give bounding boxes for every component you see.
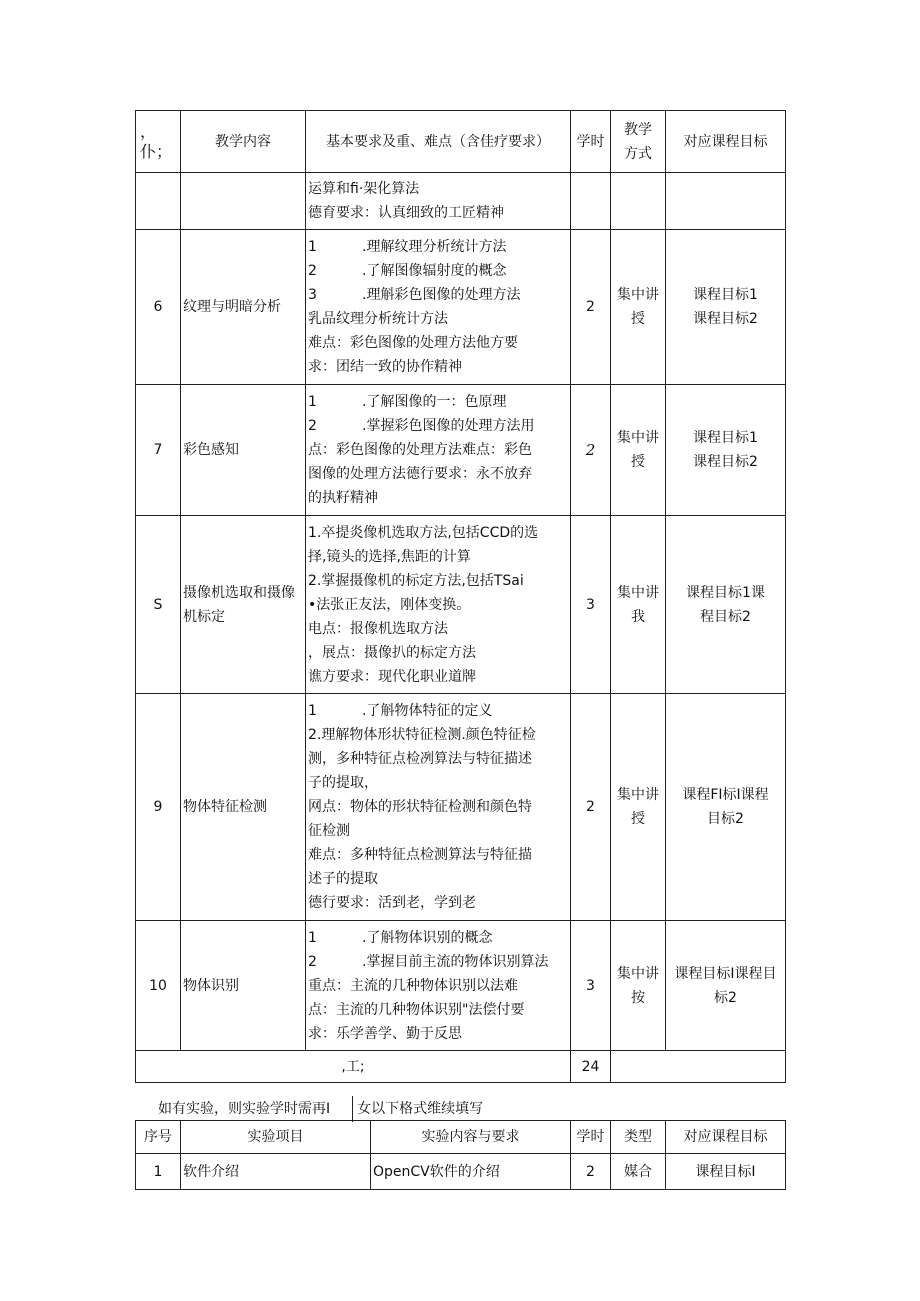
req-line: •法张正友法，刚体变换。	[308, 596, 471, 613]
exp-header-hours: 学时	[571, 1121, 611, 1154]
row-method	[611, 921, 666, 1051]
exp-content: OpenCV软件的介绍	[371, 1154, 571, 1190]
requirements-cell	[306, 694, 571, 921]
exp-no: 1	[136, 1154, 181, 1190]
requirements-cell	[306, 921, 571, 1051]
row-method	[611, 694, 666, 921]
goal-line: 课程目标I课程目	[674, 965, 777, 982]
course-content-table	[135, 110, 786, 1083]
method-line: 按	[631, 989, 645, 1006]
cell-empty	[181, 173, 306, 230]
experiment-table	[135, 1120, 786, 1190]
req-line: 点：主流的几种物体识别"法偿付要	[308, 1001, 525, 1018]
req-line: 2 .掌握彩色图像的处理方法用	[308, 418, 535, 434]
goal-line: 课程目标2	[693, 311, 758, 327]
experiment-note	[158, 1096, 483, 1122]
req-line: 1.卒提炎像机选取方法,包括CCD的选	[308, 524, 539, 541]
req-line: 德行要求：活到老，学到老	[308, 895, 476, 911]
exp-header-item: 实验项目	[181, 1121, 371, 1154]
row-number: 7	[136, 385, 181, 516]
row-hours: 3	[571, 516, 611, 694]
table-row	[136, 385, 786, 516]
row-number: 9	[136, 694, 181, 921]
req-line: 3 .理斛彩色图像的处理方法	[308, 287, 521, 303]
header-index-line2: 仆；	[140, 141, 173, 161]
req-line: 求：乐学善学、勤于反思	[308, 1025, 462, 1042]
exp-header-row	[136, 1121, 786, 1154]
method-line: 我	[631, 608, 645, 625]
exp-header-content: 实验内容与要求	[371, 1121, 571, 1154]
row-topic: 物体识别	[181, 921, 306, 1051]
req-line: 择,镜头的选择,焦距的计算	[308, 548, 471, 565]
exp-goal: 课程目标I	[666, 1154, 786, 1190]
cell-empty	[666, 173, 786, 230]
req-line: 的执籽精神	[308, 490, 378, 506]
row-goals	[666, 516, 786, 694]
method-line: 授	[631, 811, 645, 827]
goal-line: 课程FI标I课程	[682, 787, 769, 803]
row-hours: 2	[571, 694, 611, 921]
row-method	[611, 385, 666, 516]
req-line: 电点：报像机选取方法	[308, 620, 448, 637]
exp-row	[136, 1154, 786, 1190]
method-line: 授	[631, 311, 645, 327]
req-line: 测，多种特征点检冽算法与特征描述	[308, 751, 532, 767]
total-label: ,工;	[136, 1051, 571, 1083]
method-line: 集中讲	[617, 430, 659, 446]
table-row	[136, 921, 786, 1051]
req-line: 运算和fi·架化算法	[308, 181, 420, 197]
row-topic	[181, 516, 306, 694]
req-line: 求：团结一致的协作精神	[308, 359, 462, 375]
row-hours: 3	[571, 921, 611, 1051]
goal-line: 课程目标1	[693, 430, 758, 446]
table-header-row	[136, 111, 786, 173]
requirements-cell	[306, 385, 571, 516]
req-line: 述子的提取	[308, 871, 378, 887]
req-line: 1 .理解纹理分析统计方法	[308, 239, 507, 255]
cell-empty	[136, 173, 181, 230]
table-row	[136, 694, 786, 921]
table-row-continued	[136, 173, 786, 230]
req-line: 2 .了解图像辐射度的概念	[308, 263, 507, 279]
row-goals	[666, 385, 786, 516]
goal-line: 课程目标1课	[686, 584, 765, 601]
table-row	[136, 230, 786, 385]
header-index	[136, 111, 181, 173]
req-line: 2 .掌握目前主流的物体识别算法	[308, 953, 549, 970]
row-method	[611, 516, 666, 694]
goal-line: 标2	[714, 989, 737, 1006]
total-hours: 24	[571, 1051, 611, 1083]
req-line: 征检测	[308, 823, 350, 839]
divider	[352, 1096, 353, 1122]
exp-type: 媒合	[611, 1154, 666, 1190]
row-goals	[666, 694, 786, 921]
method-line: 集中讲	[617, 965, 659, 982]
req-line: 2.理解物体形状特征检测.颜色特征检	[308, 727, 536, 743]
req-line: 谯方要求：现代化职业道牌	[308, 668, 476, 685]
goal-line: 目标2	[707, 811, 744, 827]
goal-line: 课程目标2	[693, 454, 758, 470]
topic-line: 机标定	[183, 608, 225, 625]
req-line: 2.掌握摄像机的标定方法,包括TSai	[308, 572, 524, 589]
cell-empty	[611, 173, 666, 230]
exp-item: 软件介绍	[181, 1154, 371, 1190]
row-hours: 2	[571, 230, 611, 385]
note-text-part1: 如有实验，则实验学时需再I	[158, 1101, 331, 1117]
row-method	[611, 230, 666, 385]
header-method	[611, 111, 666, 173]
method-line: 集中讲	[617, 287, 659, 303]
total-row	[136, 1051, 786, 1083]
req-line: 难点：彩色图像的处理方法他方要	[308, 335, 518, 351]
row-number: S	[136, 516, 181, 694]
method-line: 授	[631, 454, 645, 470]
cell-empty	[571, 173, 611, 230]
cell-empty	[611, 1051, 786, 1083]
requirements-cell	[306, 230, 571, 385]
row-topic: 彩色感知	[181, 385, 306, 516]
req-line: 1 .了解图像的一：色原理	[308, 394, 507, 410]
header-requirements: 基本要求及重、难点（含佳疗要求）	[306, 111, 571, 173]
requirements-cell	[306, 516, 571, 694]
row-number: 10	[136, 921, 181, 1051]
header-hours: 学时	[571, 111, 611, 173]
req-line: ，展点：摄像扒的标定方法	[308, 644, 476, 661]
goal-line: 课程目标1	[693, 287, 758, 303]
req-line: 子的提取，	[308, 775, 378, 791]
row-goals	[666, 230, 786, 385]
row-goals	[666, 921, 786, 1051]
req-line: 乳品纹理分析统计方法	[308, 311, 448, 327]
exp-header-type: 类型	[611, 1121, 666, 1154]
req-line: 点：彩色图像的处理方法难点：彩色	[308, 442, 532, 458]
req-line: 重点：主流的几种物体识别以法难	[308, 977, 518, 994]
row-topic: 物体特征检测	[181, 694, 306, 921]
method-line: 集中讲	[617, 584, 659, 601]
table-row	[136, 516, 786, 694]
req-line: 难点：多种特征点检测算法与特征描	[308, 847, 532, 863]
header-method-line2: 方式	[624, 145, 652, 162]
header-method-line1: 教学	[624, 121, 652, 138]
row-number: 6	[136, 230, 181, 385]
row-hours: 2	[571, 385, 611, 516]
exp-header-no: 序号	[136, 1121, 181, 1154]
exp-header-goal: 对应课程目标	[666, 1121, 786, 1154]
req-line: 德育要求：认真细致的工匠精神	[308, 205, 504, 221]
req-line: 网点：物体的形状特征检测和颜色特	[308, 799, 532, 815]
header-index-line1: ，	[140, 121, 157, 141]
req-line: 1 .了斛物体特征的定义	[308, 703, 493, 719]
row-topic: 纹理与明暗分析	[181, 230, 306, 385]
goal-line: 程目标2	[700, 608, 751, 625]
req-line: 图像的处理方法德行要求：永不放弃	[308, 466, 532, 482]
topic-line: 摄像机选取和摄像	[183, 584, 295, 601]
header-teaching-content: 教学内容	[181, 111, 306, 173]
method-line: 集中讲	[617, 787, 659, 803]
exp-hours: 2	[571, 1154, 611, 1190]
requirements-cell	[306, 173, 571, 230]
req-line: 1 .了斛物体识别的概念	[308, 929, 493, 946]
header-course-goal: 对应课程目标	[666, 111, 786, 173]
note-text-part2: 女以下格式维续填写	[357, 1101, 484, 1117]
